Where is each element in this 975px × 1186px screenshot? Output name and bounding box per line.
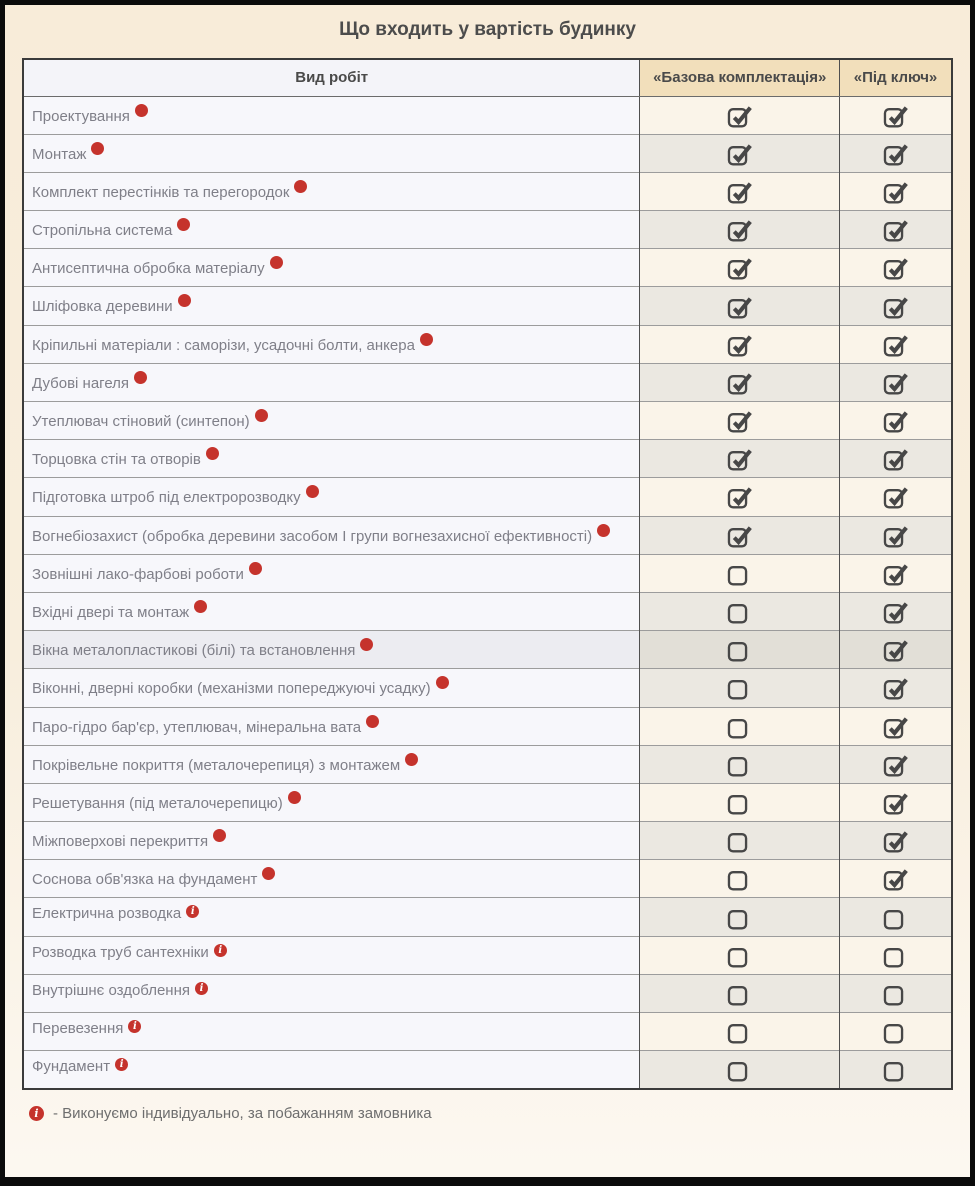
work-type-label: Фундамент bbox=[32, 1058, 111, 1076]
checkbox-unchecked-icon bbox=[726, 904, 753, 931]
table-row bbox=[23, 134, 952, 172]
checkbox-checked-icon bbox=[882, 522, 909, 549]
turnkey-cell bbox=[840, 631, 952, 669]
checkbox-checked-icon bbox=[882, 445, 909, 472]
work-type-cell bbox=[23, 363, 640, 401]
table-row bbox=[23, 1051, 952, 1089]
info-circle-icon[interactable] bbox=[206, 447, 219, 460]
checkbox-checked-icon bbox=[726, 178, 753, 205]
work-type-cell bbox=[23, 325, 640, 363]
info-circle-icon[interactable] bbox=[288, 791, 301, 804]
work-type-label: Вогнебіозахист (обробка деревини засобом І групи вогнезахисної ефективності) bbox=[32, 527, 593, 545]
work-type-cell bbox=[23, 134, 640, 172]
base-package-cell bbox=[640, 554, 840, 592]
work-type-label: Вікна металопластикові (білі) та встановлення bbox=[32, 642, 356, 660]
table-row bbox=[23, 478, 952, 516]
column-header-turnkey: «Під ключ» bbox=[840, 59, 952, 96]
work-type-cell bbox=[23, 516, 640, 554]
checkbox-unchecked-icon bbox=[882, 1018, 909, 1045]
work-type-cell bbox=[23, 1013, 640, 1051]
work-type-cell bbox=[23, 860, 640, 898]
table-row bbox=[23, 631, 952, 669]
work-type-label: Підготовка штроб під електророзводку bbox=[32, 489, 301, 507]
work-type-cell bbox=[23, 822, 640, 860]
checkbox-unchecked-icon bbox=[726, 1018, 753, 1045]
checkbox-unchecked-icon bbox=[726, 827, 753, 854]
turnkey-cell bbox=[840, 478, 952, 516]
table-row bbox=[23, 402, 952, 440]
work-type-label: Решетування (під металочерепицю) bbox=[32, 794, 283, 812]
work-type-label: Шліфовка деревини bbox=[32, 298, 173, 316]
checkbox-checked-icon bbox=[882, 293, 909, 320]
base-package-cell bbox=[640, 287, 840, 325]
base-package-cell bbox=[640, 211, 840, 249]
base-package-cell bbox=[640, 822, 840, 860]
table-row bbox=[23, 211, 952, 249]
info-circle-icon[interactable] bbox=[270, 256, 283, 269]
turnkey-cell bbox=[840, 287, 952, 325]
base-package-cell bbox=[640, 1013, 840, 1051]
turnkey-cell bbox=[840, 325, 952, 363]
table-row bbox=[23, 287, 952, 325]
turnkey-cell bbox=[840, 1051, 952, 1089]
base-package-cell bbox=[640, 669, 840, 707]
work-type-label: Розводка труб сантехніки bbox=[32, 943, 209, 961]
base-package-cell bbox=[640, 592, 840, 630]
checkbox-unchecked-icon bbox=[726, 789, 753, 816]
checkbox-unchecked-icon bbox=[726, 674, 753, 701]
table-row bbox=[23, 707, 952, 745]
work-type-cell bbox=[23, 669, 640, 707]
work-type-label: Дубові нагеля bbox=[32, 374, 130, 392]
table-row bbox=[23, 96, 952, 134]
table-row bbox=[23, 745, 952, 783]
checkbox-checked-icon bbox=[726, 522, 753, 549]
work-type-cell bbox=[23, 1051, 640, 1089]
checkbox-checked-icon bbox=[882, 560, 909, 587]
table-row bbox=[23, 1013, 952, 1051]
table-row bbox=[23, 325, 952, 363]
table-row bbox=[23, 363, 952, 401]
info-circle-icon[interactable] bbox=[306, 485, 319, 498]
info-circle-icon[interactable] bbox=[405, 753, 418, 766]
work-type-cell bbox=[23, 974, 640, 1012]
turnkey-cell bbox=[840, 822, 952, 860]
table-row bbox=[23, 936, 952, 974]
checkbox-checked-icon bbox=[882, 178, 909, 205]
info-circle-icon[interactable] bbox=[420, 333, 433, 346]
checkbox-checked-icon bbox=[882, 827, 909, 854]
work-type-label: Віконні, дверні коробки (механізми попереджуючі усадку) bbox=[32, 680, 431, 698]
work-type-label: Перевезення bbox=[32, 1020, 124, 1037]
base-package-cell bbox=[640, 363, 840, 401]
checkbox-checked-icon bbox=[882, 254, 909, 281]
work-type-label: Міжповерхові перекриття bbox=[32, 833, 209, 851]
info-circle-icon[interactable]: i bbox=[214, 944, 227, 957]
checkbox-checked-icon bbox=[882, 216, 909, 243]
turnkey-cell bbox=[840, 249, 952, 287]
checkbox-checked-icon bbox=[882, 789, 909, 816]
checkbox-checked-icon bbox=[726, 369, 753, 396]
header-row bbox=[23, 59, 952, 96]
work-type-cell bbox=[23, 402, 640, 440]
work-type-label: Електрична розводка bbox=[32, 905, 182, 923]
turnkey-cell bbox=[840, 783, 952, 821]
checkbox-checked-icon bbox=[882, 674, 909, 701]
turnkey-cell bbox=[840, 363, 952, 401]
work-type-label: Торцовка стін та отворів bbox=[32, 451, 201, 469]
checkbox-checked-icon bbox=[882, 102, 909, 129]
work-type-cell bbox=[23, 96, 640, 134]
footnote bbox=[29, 1105, 970, 1122]
checkbox-unchecked-icon bbox=[726, 865, 753, 892]
work-type-label: Зовнішні лако-фарбові роботи bbox=[32, 565, 244, 583]
info-circle-icon[interactable] bbox=[294, 180, 307, 193]
checkbox-unchecked-icon bbox=[726, 636, 753, 663]
turnkey-cell bbox=[840, 96, 952, 134]
work-type-label: Антисептична обробка матеріалу bbox=[32, 260, 265, 278]
info-circle-icon[interactable] bbox=[255, 409, 268, 422]
checkbox-unchecked-icon bbox=[726, 980, 753, 1007]
base-package-cell bbox=[640, 516, 840, 554]
checkbox-checked-icon bbox=[882, 636, 909, 663]
base-package-cell bbox=[640, 478, 840, 516]
work-type-cell bbox=[23, 936, 640, 974]
info-circle-icon[interactable]: i bbox=[115, 1058, 128, 1071]
base-package-cell bbox=[640, 440, 840, 478]
checkbox-checked-icon bbox=[726, 293, 753, 320]
checkbox-checked-icon bbox=[726, 445, 753, 472]
info-circle-icon[interactable] bbox=[366, 715, 379, 728]
base-package-cell bbox=[640, 402, 840, 440]
turnkey-cell bbox=[840, 440, 952, 478]
info-circle-icon[interactable] bbox=[177, 218, 190, 231]
turnkey-cell bbox=[840, 402, 952, 440]
work-type-cell bbox=[23, 172, 640, 210]
checkbox-unchecked-icon bbox=[882, 1056, 909, 1083]
checkbox-checked-icon bbox=[882, 751, 909, 778]
turnkey-cell bbox=[840, 898, 952, 936]
info-circle-icon[interactable] bbox=[135, 104, 148, 117]
checkbox-unchecked-icon bbox=[726, 560, 753, 587]
work-type-cell bbox=[23, 478, 640, 516]
table-row bbox=[23, 783, 952, 821]
turnkey-cell bbox=[840, 936, 952, 974]
table-row bbox=[23, 669, 952, 707]
info-circle-icon[interactable] bbox=[178, 294, 191, 307]
turnkey-cell bbox=[840, 707, 952, 745]
checkbox-checked-icon bbox=[882, 713, 909, 740]
table-row bbox=[23, 440, 952, 478]
table-row bbox=[23, 974, 952, 1012]
table-row bbox=[23, 898, 952, 936]
work-type-label: Утеплювач стіновий (синтепон) bbox=[32, 413, 250, 430]
table-row bbox=[23, 554, 952, 592]
checkbox-unchecked-icon bbox=[726, 942, 753, 969]
turnkey-cell bbox=[840, 669, 952, 707]
work-type-label: Кріпильні матеріали : саморізи, усадочні болти, анкера bbox=[32, 336, 415, 354]
checkbox-checked-icon bbox=[882, 407, 909, 434]
turnkey-cell bbox=[840, 554, 952, 592]
turnkey-cell bbox=[840, 134, 952, 172]
column-header-work-type: Вид робіт bbox=[23, 59, 640, 96]
info-circle-icon[interactable] bbox=[262, 867, 275, 880]
turnkey-cell bbox=[840, 211, 952, 249]
checkbox-checked-icon bbox=[726, 331, 753, 358]
base-package-cell bbox=[640, 172, 840, 210]
checkbox-unchecked-icon bbox=[726, 751, 753, 778]
info-circle-icon[interactable] bbox=[134, 371, 147, 384]
info-circle-icon[interactable] bbox=[91, 142, 104, 155]
base-package-cell bbox=[640, 974, 840, 1012]
work-type-label: Стропільна система bbox=[32, 222, 173, 240]
work-type-cell bbox=[23, 554, 640, 592]
turnkey-cell bbox=[840, 516, 952, 554]
turnkey-cell bbox=[840, 1013, 952, 1051]
work-type-label: Внутрішнє оздоблення bbox=[32, 981, 190, 999]
work-type-label: Паро-гідро бар'єр, утеплювач, мінеральна вата bbox=[32, 718, 362, 736]
checkbox-checked-icon bbox=[882, 331, 909, 358]
info-circle-icon: i bbox=[29, 1106, 44, 1121]
base-package-cell bbox=[640, 631, 840, 669]
info-circle-icon[interactable]: i bbox=[195, 982, 208, 995]
work-type-cell bbox=[23, 783, 640, 821]
base-package-cell bbox=[640, 707, 840, 745]
work-type-cell bbox=[23, 631, 640, 669]
work-type-label: Монтаж bbox=[32, 145, 87, 163]
info-circle-icon[interactable] bbox=[597, 524, 610, 537]
turnkey-cell bbox=[840, 592, 952, 630]
info-circle-icon[interactable] bbox=[360, 638, 373, 651]
checkbox-checked-icon bbox=[882, 598, 909, 625]
base-package-cell bbox=[640, 898, 840, 936]
table-row bbox=[23, 172, 952, 210]
base-package-cell bbox=[640, 745, 840, 783]
turnkey-cell bbox=[840, 745, 952, 783]
info-circle-icon[interactable]: i bbox=[128, 1020, 141, 1033]
table-row bbox=[23, 860, 952, 898]
work-type-label: Покрівельне покриття (металочерепиця) з монтажем bbox=[32, 756, 401, 774]
turnkey-cell bbox=[840, 172, 952, 210]
checkbox-checked-icon bbox=[882, 483, 909, 510]
work-type-cell bbox=[23, 440, 640, 478]
checkbox-unchecked-icon bbox=[726, 1056, 753, 1083]
work-type-cell bbox=[23, 287, 640, 325]
table-row bbox=[23, 516, 952, 554]
table-row bbox=[23, 249, 952, 287]
table-body bbox=[23, 96, 952, 1089]
checkbox-checked-icon bbox=[882, 865, 909, 892]
footnote-text: - Виконуємо індивідуально, за побажанням замовника bbox=[53, 1104, 432, 1122]
checkbox-unchecked-icon bbox=[726, 598, 753, 625]
checkbox-checked-icon bbox=[726, 102, 753, 129]
checkbox-unchecked-icon bbox=[882, 942, 909, 969]
base-package-cell bbox=[640, 134, 840, 172]
base-package-cell bbox=[640, 325, 840, 363]
base-package-cell bbox=[640, 936, 840, 974]
table-row bbox=[23, 822, 952, 860]
checkbox-checked-icon bbox=[726, 483, 753, 510]
checkbox-checked-icon bbox=[726, 140, 753, 167]
base-package-cell bbox=[640, 96, 840, 134]
page-title: Що входить у вартість будинку bbox=[339, 19, 636, 40]
checkbox-unchecked-icon bbox=[882, 980, 909, 1007]
turnkey-cell bbox=[840, 860, 952, 898]
checkbox-checked-icon bbox=[726, 407, 753, 434]
checkbox-checked-icon bbox=[726, 216, 753, 243]
work-type-label: Комплект перестінків та перегородок bbox=[32, 183, 290, 201]
info-circle-icon[interactable]: i bbox=[186, 905, 199, 918]
work-type-label: Проектування bbox=[32, 107, 130, 125]
checkbox-checked-icon bbox=[882, 140, 909, 167]
info-circle-icon[interactable] bbox=[213, 829, 226, 842]
checkbox-unchecked-icon bbox=[726, 713, 753, 740]
base-package-cell bbox=[640, 249, 840, 287]
work-type-cell bbox=[23, 707, 640, 745]
work-type-cell bbox=[23, 211, 640, 249]
work-type-cell bbox=[23, 249, 640, 287]
column-header-base-package: «Базова комплектація» bbox=[640, 59, 840, 96]
turnkey-cell bbox=[840, 974, 952, 1012]
work-type-label: Соснова обв'язка на фундамент bbox=[32, 871, 258, 889]
checkbox-checked-icon bbox=[882, 369, 909, 396]
base-package-cell bbox=[640, 783, 840, 821]
price-comparison-table bbox=[22, 58, 953, 1090]
checkbox-checked-icon bbox=[726, 254, 753, 281]
info-circle-icon[interactable] bbox=[249, 562, 262, 575]
checkbox-unchecked-icon bbox=[882, 904, 909, 931]
work-type-label: Вхідні двері та монтаж bbox=[32, 603, 190, 621]
info-circle-icon[interactable] bbox=[436, 676, 449, 689]
info-circle-icon[interactable] bbox=[194, 600, 207, 613]
work-type-cell bbox=[23, 745, 640, 783]
work-type-cell bbox=[23, 898, 640, 936]
table-row bbox=[23, 592, 952, 630]
work-type-cell bbox=[23, 592, 640, 630]
base-package-cell bbox=[640, 860, 840, 898]
base-package-cell bbox=[640, 1051, 840, 1089]
